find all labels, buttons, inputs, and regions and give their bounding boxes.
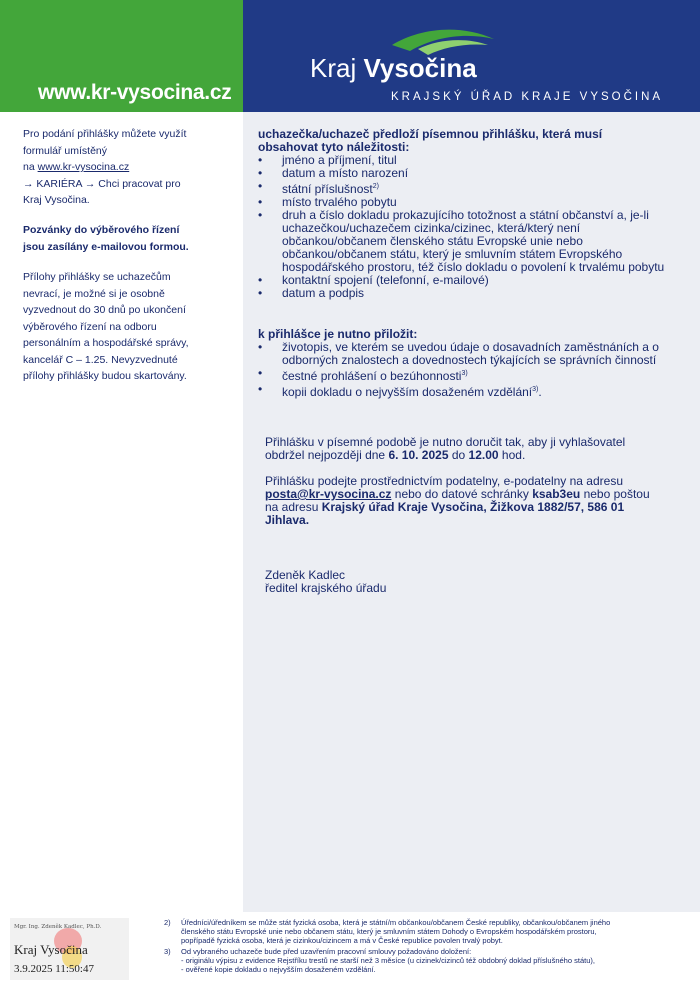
list-item: • jméno a příjmení, titul	[258, 154, 688, 167]
logo-subtitle: KRAJSKÝ ÚŘAD KRAJE VYSOČINA	[391, 91, 664, 103]
deadline-paragraph: Přihlášku v písemné podobě je nutno doručit tak, aby ji vyhlašovatel obdržel nejpozději dne 6. 10. 2025 do 12.00 hod.	[265, 435, 626, 462]
signature-block	[265, 569, 685, 595]
apply-info: Pro podání přihlášky můžete využít formulář umístěný na www.kr-vysocina.cz → KARIÉRA → Chci pracovat pro Kraj Vysočina.	[23, 128, 187, 206]
stamp-time: 3.9.2025 11:50:47	[14, 963, 94, 975]
logo-word-kraj: Kraj	[310, 53, 357, 83]
stamp-org: Kraj Vysočina	[14, 942, 88, 957]
logo-word-vysocina: Vysočina	[363, 53, 477, 83]
postal-city: Jihlava.	[265, 513, 310, 527]
submission-paragraph: Přihlášku podejte prostřednictvím podatelny, e-podatelny na adresu posta@kr-vysocina.cz nebo do datové schránky ksab3eu nebo poštou na adresu Krajský úřad Kraje Vysočina, Žižkova 1882/57, 586 01 Jihlava.	[265, 474, 650, 527]
list-item: • životopis, ve kterém se uvedou údaje o dosavadních zaměstnáních a o odborných znalostech a dovednostech týkajících se správních činností	[258, 341, 688, 367]
logo-wordmark	[310, 53, 477, 84]
website-url[interactable]: www.kr-vysocina.cz	[38, 81, 232, 104]
list-item: • kontaktní spojení (telefonní, e-mailové)	[258, 274, 688, 287]
attachments-heading: k přihlášce je nutno přiložit:	[258, 327, 418, 341]
email-link[interactable]: posta@kr-vysocina.cz	[265, 487, 392, 501]
list-item: • čestné prohlášení o bezúhonnosti$^{3)}$	[258, 367, 688, 383]
footer	[0, 912, 700, 990]
list-item: • datum a místo narození	[258, 167, 688, 180]
footnote-2: 2) Úředníci/úředníkem se může stát fyzická osoba, která je státní/m občankou/občanem České republiky, občankou/občanem jiného členského státu Evropské unie nebo občanem státu, který je smluvním státem Dohody o Evropském hospodářském prostoru, popřípadě fyzická osoba, která je cizinkou/cizincem a má v České republice povolen trvalý pobyt.	[164, 918, 611, 945]
invite-info: Pozvánky do výběrového řízení jsou zasílány e-mailovou formou.	[23, 224, 189, 253]
requirements-heading: uchazečka/uchazeč předloží písemnou přihlášku, která musí obsahovat tyto náležitosti:	[258, 127, 603, 154]
header-blue-panel	[243, 0, 700, 112]
list-item: • státní příslušnost$^{2)}$	[258, 180, 688, 196]
list-item: • datum a podpis	[258, 287, 688, 300]
requirements-list	[258, 154, 688, 300]
signer-name: Zdeněk Kadlec	[265, 568, 346, 582]
list-item: • druh a číslo dokladu prokazujícího totožnost a státní občanství a, je-li uchazečkou/uchazečem cizinka/cizinec, která/který není občankou/občanem členského státu Evropské unie nebo občankou/občanem státu, který je smluvním státem Evropského hospodářského prostoru, též číslo dokladu o povolení k trvalému pobytu	[258, 209, 688, 274]
main-content	[243, 112, 700, 912]
sidebar	[0, 112, 243, 912]
stamp-signer: Mgr. Ing. Zdeněk Kadlec, Ph.D.	[14, 924, 102, 930]
list-item: • místo trvalého pobytu	[258, 196, 688, 209]
apply-link[interactable]: www.kr-vysocina.cz	[37, 161, 130, 173]
deadline-time: 12.00	[468, 448, 499, 462]
header-green-panel	[0, 0, 243, 112]
list-item: • kopii dokladu o nejvyšším dosaženém vzdělání$^{3)}$.	[258, 383, 688, 399]
electronic-signature-stamp	[10, 918, 129, 980]
attachments-info: Přílohy přihlášky se uchazečům nevrací, je možné si je osobně vyzvednout do 30 dnů po ukončení výběrového řízení na odboru personálním a hospodářské správy, kancelář C – 1.25. Nevyzvednuté přílohy přihlášky budou skartovány.	[23, 271, 189, 382]
databox-id: ksab3eu	[532, 487, 581, 501]
footnote-3: 3) Od vybraného uchazeče bude před uzavřením pracovní smlouvy požadováno doložení: - originálu výpisu z evidence Rejstříku trestů ne starší než 3 měsíce (u cizinek/cizinců též obdobný doklad příslušného státu), - ověřené kopie dokladu o nejvyšším dosaženém vzdělání.	[164, 947, 595, 974]
signer-role: ředitel krajského úřadu	[265, 581, 387, 595]
attachments-list	[258, 341, 688, 399]
deadline-date: 6. 10. 2025	[388, 448, 449, 462]
postal-address: Krajský úřad Kraje Vysočina, Žižkova 1882/57, 586 01	[321, 500, 625, 514]
